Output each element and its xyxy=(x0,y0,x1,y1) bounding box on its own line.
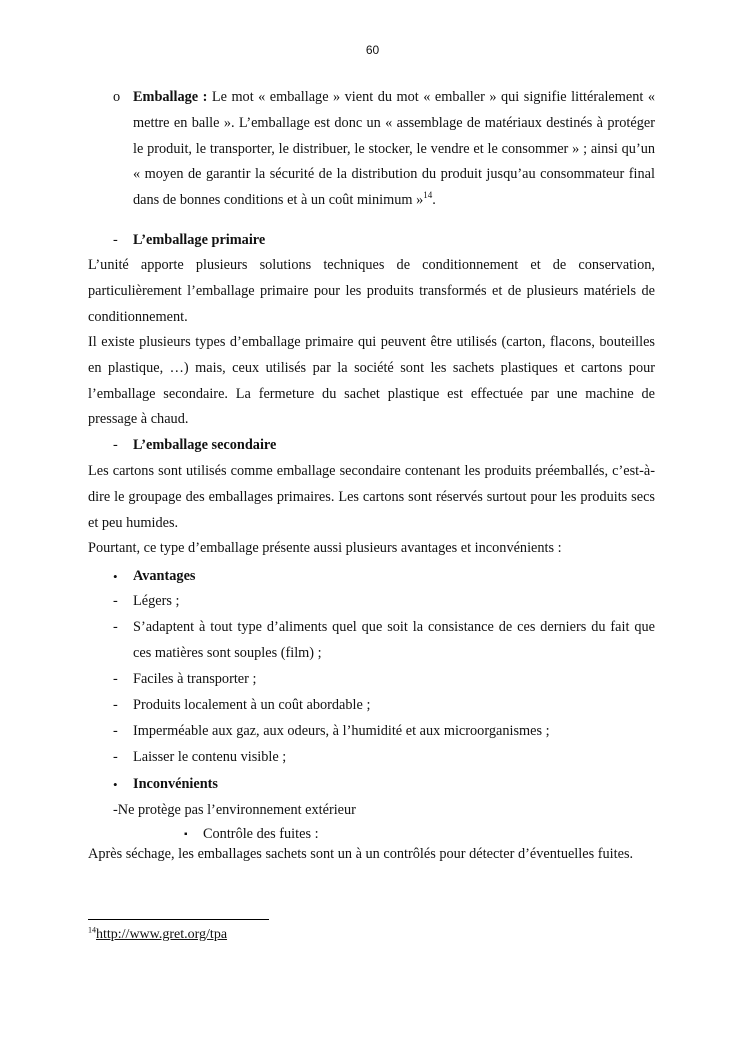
footnote-link[interactable]: http://www.gret.org/tpa xyxy=(96,927,228,942)
primary-paragraph-2: Il existe plusieurs types d’emballage primaire qui peuvent être utilisés (carton, flacons, bouteilles en plastique, …) mais, ceux utilisés par la société sont les sachets plastiques et cartons pour l’emballage secondaire. La fermeture du sachet plastique est effectuée par une machine de pressage à chaud. xyxy=(88,334,655,428)
advantages-heading: Avantages xyxy=(133,568,196,584)
round-bullet: • xyxy=(113,569,118,584)
emballage-definition: Emballage : Le mot « emballage » vient du mot « emballer » qui signifie littéralement « mettre en balle ». L’emballage est donc un « assemblage de matériaux destinés à protéger le produit, le transporter, le distribuer, le stocker, le vendre et le consommer » ; ainsi qu’un « moyen de garantir la sécurité de la distribution du produit jusqu’au consommateur final dans de bonnes conditions et à un coût minimum »$^{14}$. xyxy=(133,89,655,209)
advantage-item: Laisser le contenu visible ; xyxy=(133,749,287,765)
secondary-paragraph-2: Pourtant, ce type d’emballage présente aussi plusieurs avantages et inconvénients : xyxy=(88,540,562,556)
footnote-ref[interactable]: 14 xyxy=(423,190,433,201)
advantage-item: Imperméable aux gaz, aux odeurs, à l’humidité et aux microorganismes ; xyxy=(133,723,550,739)
dash-bullet: - xyxy=(113,437,118,453)
dash-bullet: - xyxy=(113,232,118,248)
secondary-heading: L’emballage secondaire xyxy=(133,437,277,453)
primary-paragraph-1: L’unité apporte plusieurs solutions techniques de conditionnement et de conservation, particulièrement l’emballage primaire pour les produits transformés et de plusieurs matériels de conditionnement. xyxy=(88,257,655,325)
emballage-term: Emballage : xyxy=(133,89,208,105)
control-paragraph: Après séchage, les emballages sachets sont un à un contrôlés pour détecter d’éventuelles fuites. xyxy=(88,846,634,862)
control-heading: Contrôle des fuites : xyxy=(203,826,319,842)
advantage-item: Légers ; xyxy=(133,593,180,609)
advantage-item: S’adaptent à tout type d’aliments quel que soit la consistance de ces derniers du fait que ces matières sont souples (film) ; xyxy=(133,619,655,661)
advantage-item: Faciles à transporter ; xyxy=(133,671,257,687)
disadvantage-item: -Ne protège pas l’environnement extérieur xyxy=(113,802,356,818)
footnote xyxy=(88,927,227,943)
secondary-paragraph-1: Les cartons sont utilisés comme emballage secondaire contenant les produits préemballés, c’est-à-dire le groupage des emballages primaires. Les cartons sont réservés surtout pour les produits secs et peu humides. xyxy=(88,463,655,531)
footnote-divider xyxy=(88,919,269,920)
disadvantages-heading: Inconvénients xyxy=(133,776,218,792)
footnote-number: 14 xyxy=(88,925,96,935)
circle-bullet: o xyxy=(113,89,121,105)
square-bullet: ▪ xyxy=(184,829,188,840)
round-bullet: • xyxy=(113,777,118,792)
primary-heading: L’emballage primaire xyxy=(133,232,266,248)
emballage-text: Le mot « emballage » vient du mot « emballer » qui signifie littéralement « mettre en balle ». L’emballage est donc un « assemblage de matériaux destinés à protéger le produit, le transporter, le distribuer, le stocker, le vendre et le consommer » ; ainsi qu’un « moyen de garantir la sécurité de la distribution du produit jusqu’au consommateur final dans de bonnes conditions et à un coût minimum » xyxy=(133,89,655,209)
advantage-item: Produits localement à un coût abordable ; xyxy=(133,697,371,713)
page-number: 60 xyxy=(365,43,380,57)
